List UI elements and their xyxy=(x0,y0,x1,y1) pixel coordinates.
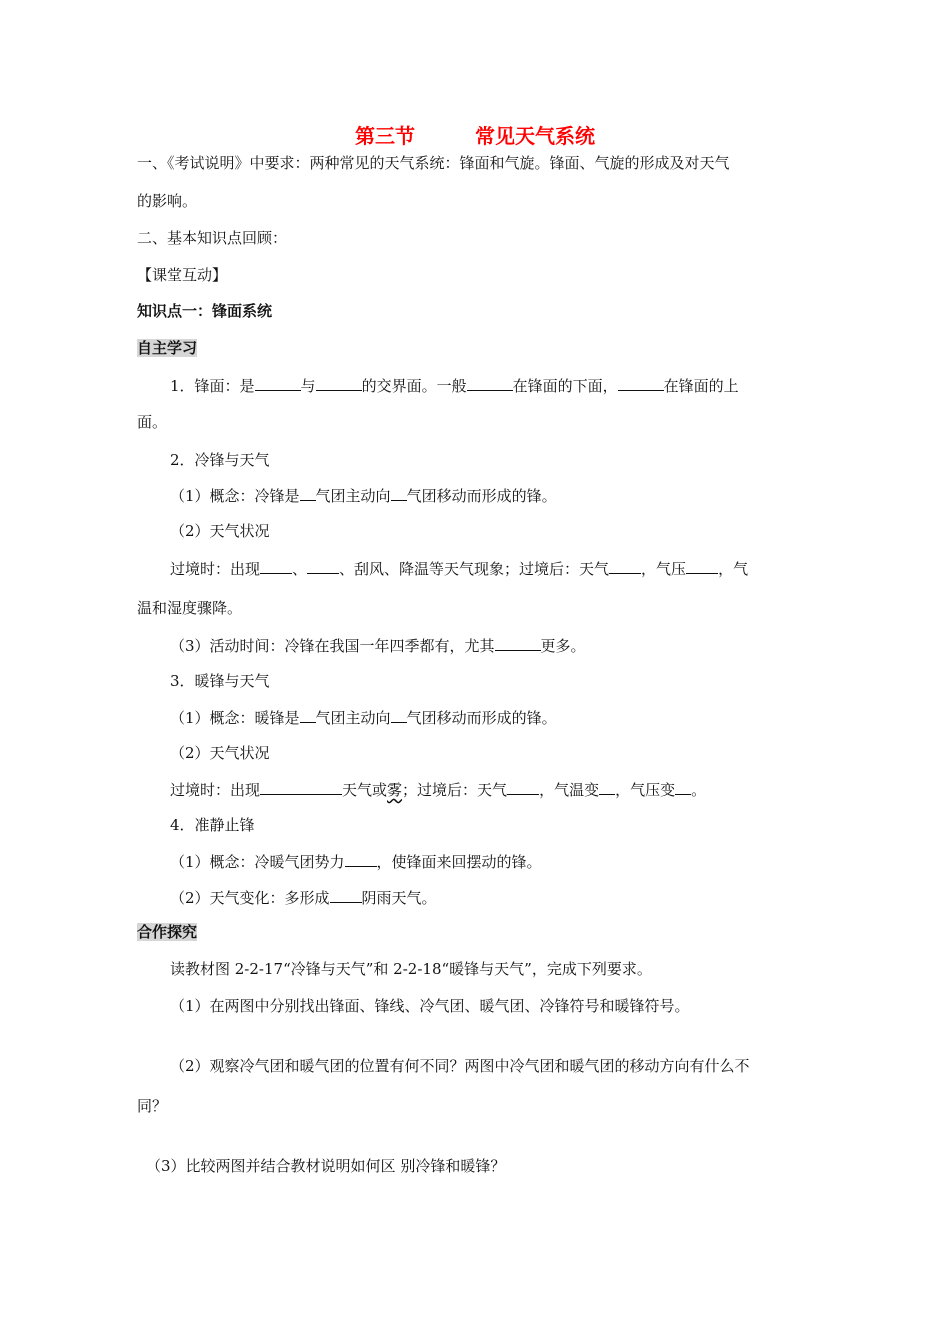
question-3-weather-line xyxy=(170,778,706,801)
question-2-heading: 2．冷锋与天气 xyxy=(170,451,270,469)
question-2-weather-line xyxy=(170,557,748,580)
question-2-concept xyxy=(170,484,557,507)
fill-blank[interactable] xyxy=(686,557,718,574)
q2-weather-d: ，气压 xyxy=(641,560,687,578)
fill-blank[interactable] xyxy=(507,778,539,795)
question-1-line-2: 面。 xyxy=(137,413,168,431)
q4-concept-a: （1）概念：冷暖气团势力 xyxy=(170,853,345,871)
q1-text-e: 在锋面的上 xyxy=(663,377,739,395)
basic-review-heading: 二、基本知识点回顾： xyxy=(137,229,288,247)
fill-blank[interactable] xyxy=(307,557,339,574)
q2-activity-b: 更多。 xyxy=(540,637,586,655)
cooperation-heading xyxy=(137,921,197,943)
reading-instruction: 读教材图 2-2-17“冷锋与天气”和 2-2-18“暖锋与天气”，完成下列要求。 xyxy=(170,960,652,978)
q1-text-c: 的交界面。一般 xyxy=(361,377,467,395)
fill-blank[interactable] xyxy=(675,778,691,795)
question-2-weather-line-2: 温和湿度骤降。 xyxy=(137,599,243,617)
q2-concept-c: 气团移动而形成的锋。 xyxy=(406,487,557,505)
question-1-line xyxy=(170,374,739,397)
q3-weather-a: 过境时：出现 xyxy=(170,781,261,799)
coop-question-3: （3）比较两图并结合教材说明如何区 别冷锋和暖锋？ xyxy=(146,1157,506,1175)
coop-question-1: （1）在两图中分别找出锋面、锋线、冷气团、暖气团、冷锋符号和暖锋符号。 xyxy=(170,997,690,1015)
question-4-heading: 4．准静止锋 xyxy=(170,816,255,834)
q3-weather-fog: 雾 xyxy=(387,781,403,799)
q4-weather-a: （2）天气变化：多形成 xyxy=(170,889,330,907)
q3-weather-c: ；过境后：天气 xyxy=(402,781,508,799)
q2-weather-a: 过境时：出现 xyxy=(170,560,261,578)
fill-blank[interactable] xyxy=(260,778,342,795)
question-4-concept xyxy=(170,850,542,873)
coop-question-2-line-2: 同？ xyxy=(137,1097,168,1115)
q2-concept-a: （1）概念：冷锋是 xyxy=(170,487,300,505)
q4-concept-b: ，使锋面来回摆动的锋。 xyxy=(376,853,542,871)
q1-text-d: 在锋面的下面， xyxy=(512,377,618,395)
question-2-activity-time xyxy=(170,634,586,657)
question-4-weather xyxy=(170,886,437,909)
q2-weather-e: ，气 xyxy=(718,560,749,578)
q3-weather-b: 天气或 xyxy=(342,781,388,799)
self-study-label: 自主学习 xyxy=(137,339,198,357)
q3-weather-d: ，气温变 xyxy=(539,781,600,799)
question-3-concept xyxy=(170,706,557,729)
q2-activity-a: （3）活动时间：冷锋在我国一年四季都有，尤其 xyxy=(170,637,495,655)
q1-text-a: 1．锋面：是 xyxy=(170,377,255,395)
requirement-line-2: 的影响。 xyxy=(137,192,198,210)
requirement-line-1: 一、《考试说明》中要求：两种常见的天气系统：锋面和气旋。锋面、气旋的形成及对天气 xyxy=(137,154,730,172)
question-3-heading: 3．暖锋与天气 xyxy=(170,672,270,690)
fill-blank[interactable] xyxy=(391,706,407,723)
fill-blank[interactable] xyxy=(467,374,513,391)
question-2-weather-heading: （2）天气状况 xyxy=(170,522,270,540)
question-3-weather-heading: （2）天气状况 xyxy=(170,744,270,762)
fill-blank[interactable] xyxy=(391,484,407,501)
fill-blank[interactable] xyxy=(609,557,641,574)
fill-blank[interactable] xyxy=(599,778,615,795)
q2-weather-c: 、刮风、降温等天气现象；过境后：天气 xyxy=(339,560,610,578)
title-topic: 常见天气系统 xyxy=(475,124,595,148)
page-title xyxy=(0,122,950,150)
q2-concept-b: 气团主动向 xyxy=(315,487,391,505)
fill-blank[interactable] xyxy=(618,374,664,391)
coop-question-2: （2）观察冷气团和暖气团的位置有何不同？两图中冷气团和暖气团的移动方向有什么不 xyxy=(170,1057,750,1075)
fill-blank[interactable] xyxy=(260,557,292,574)
fill-blank[interactable] xyxy=(316,374,362,391)
q3-weather-e: ，气压变 xyxy=(615,781,676,799)
classroom-interaction-heading: 【课堂互动】 xyxy=(137,266,228,284)
q4-weather-b: 阴雨天气。 xyxy=(361,889,437,907)
q3-weather-f: 。 xyxy=(691,781,707,799)
fill-blank[interactable] xyxy=(345,850,377,867)
self-study-heading xyxy=(137,337,197,359)
title-section-number: 第三节 xyxy=(355,124,415,148)
fill-blank[interactable] xyxy=(330,886,362,903)
q3-concept-b: 气团主动向 xyxy=(315,709,391,727)
fill-blank[interactable] xyxy=(495,634,541,651)
fill-blank[interactable] xyxy=(300,706,316,723)
fill-blank[interactable] xyxy=(300,484,316,501)
cooperation-label: 合作探究 xyxy=(137,923,198,941)
fill-blank[interactable] xyxy=(255,374,301,391)
q3-concept-a: （1）概念：暖锋是 xyxy=(170,709,300,727)
knowledge-point-heading: 知识点一：锋面系统 xyxy=(137,302,273,320)
q3-concept-c: 气团移动而形成的锋。 xyxy=(406,709,557,727)
q2-weather-b: 、 xyxy=(292,560,308,578)
q1-text-b: 与 xyxy=(300,377,316,395)
